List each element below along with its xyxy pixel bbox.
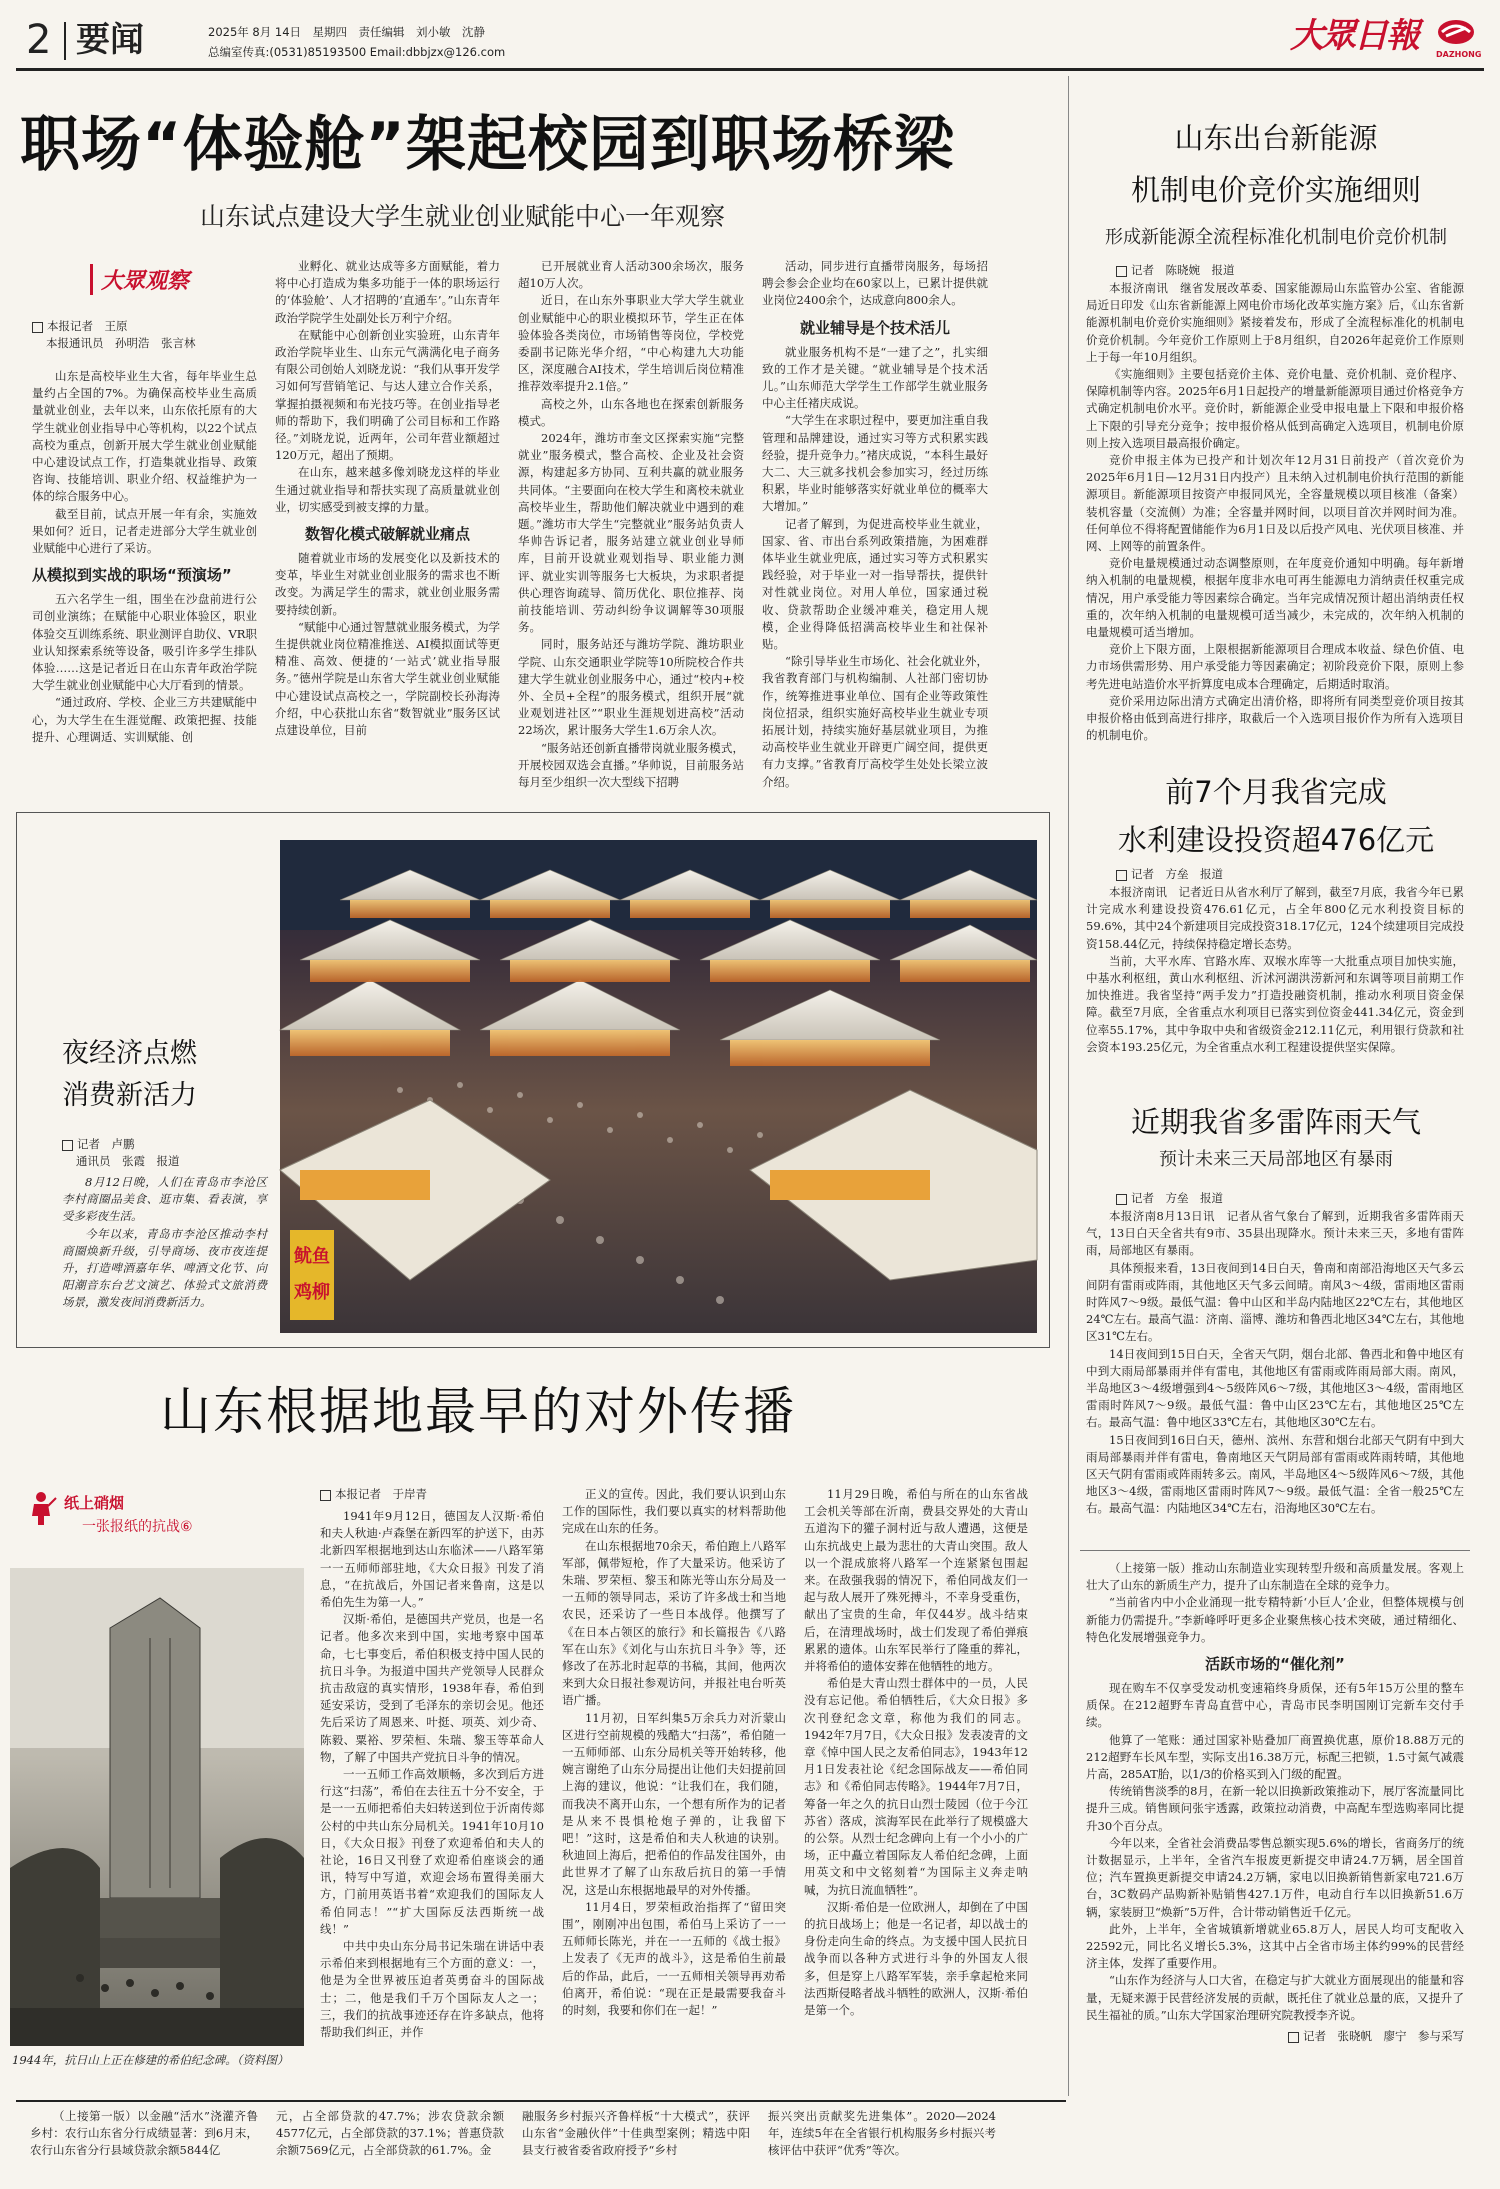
newenergy-byline xyxy=(1116,262,1235,278)
article1-column-4 xyxy=(762,258,988,788)
paragraph: 他算了一笔账：通过国家补贴叠加厂商置换优惠，原价18.88万元的212超野车长风车型，实际支出16.38万元，标配三把锁，1.5寸氮气减震片高，285AT胎，以1/3的价格买到入门级的配置。 xyxy=(1086,1732,1464,1782)
paragraph: 元，占全部贷款的47.7%；涉农贷款余额4577亿元，占全部贷款的37.1%；普惠贷款余额7569亿元，占全部贷款的61.7%。金 xyxy=(276,2109,504,2158)
paragraph: 汉斯·希伯是一位欧洲人，却倒在了中国的抗日战场上；他是一名记者，却以战士的身份走向生命的终点。为支援中国人民抗日战争而以各种方式进行斗争的外国友人很多，但是穿上八路军军装，亲手拿起枪来同法西斯侵略者战斗牺牲的欧洲人，汉斯·希伯是第一个。 xyxy=(804,1899,1028,2018)
article1-column-2 xyxy=(275,258,500,788)
paragraph: 中共中央山东分局书记朱瑞在讲话中表示希伯来到根据地有三个方面的意义：一，他是为全世界被压迫者英勇奋斗的国际战士；二，他是我们千万个国际友人之一；三，我们的抗战事迹还存在许多缺点，他将帮助我们纠正，并作 xyxy=(320,1939,544,2040)
paper-logo: 大眾日報 xyxy=(1290,16,1418,56)
paragraph: 今年以来，青岛市李沧区推动李村商圈焕新升级，引导商场、夜市夜连提升，打造啤酒嘉年华、啤酒文化节、向阳潮音东台艺文演艺、体验式文旅消费场景，激发夜间消费新活力。 xyxy=(62,1226,267,1310)
water-byline xyxy=(1116,866,1223,882)
newenergy-title-1: 山东出台新能源 xyxy=(1174,121,1378,155)
paragraph: 1941年9月12日，德国友人汉斯·希伯和夫人秋迪·卢森堡在新四军的护送下，由苏北新四军根据地到达山东临沭——八路军第一一五师师部驻地，《大众日报》刊发了消息，“在抗战后，外国记者来鲁南，这是以希伯先生为第一人。” xyxy=(320,1509,544,1610)
paragraph: 竞价电量规模通过动态调整原则，在年度竞价通知中明确。每年新增纳入机制的电量规模，根据年度非水电可再生能源电力消纳责任权重完成情况，用户承受能力等因素综合确定。当年完成情况预计超出消纳责任权重的，次年纳入机制的电量规模可适当减少，未完成的，次年纳入机制的电量规模可适当增加。 xyxy=(1086,556,1464,640)
paragraph: 竞价上下限方面，上限根据新能源项目合理成本收益、绿色价值、电力市场供需形势、用户承受能力等因素确定；初阶段竞价下限，原则上参考先进电站造价水平折算度电成本合理确定，后期适时取消。 xyxy=(1086,642,1464,691)
logo-sub: DAZHONG xyxy=(1436,50,1482,59)
byline-text: 记者 陈晓婉 报道 xyxy=(1131,263,1235,277)
byline-correspondents: 本报通讯员 孙明浩 张言林 xyxy=(46,336,196,350)
history-column-1 xyxy=(320,1508,544,2093)
paragraph: 在赋能中心创新创业实验班，山东青年政治学院毕业生、山东元气满满化电子商务有限公司创始人刘晓龙说：“我们从事开发学习如何写营销笔记、与达人建立合作关系，掌握拍摄视频和布光技巧等。在创业指导老师的帮助下，我们明确了公司目标和工作路径。”刘晓龙说，近两年，公司年营业额超过120万元，超出了预期。 xyxy=(275,327,500,463)
paragraph: 传统销售淡季的8月，在新一轮以旧换新政策推动下，展厅客流量同比提升三成。销售顾问张宇透露，政策拉动消费，中高配车型选购率同比提升30个百分点。 xyxy=(1086,1784,1464,1833)
paragraph: 振兴突出贡献奖先进集体”。2020—2024年，连续5年在全省银行机构服务乡村振兴考核评估中获评“优秀”等次。 xyxy=(768,2109,996,2158)
paragraph: 15日夜间到16日白天，德州、滨州、东营和烟台北部天气阴有中到大雨局部暴雨并伴有雷电，鲁南地区天气阴局部有雷雨或阵雨转晴，其他地区天气阴有雷雨或阵雨转多云。南风，半岛地区4～5级阵风6～7级，其他地区3～4级，雷雨地区雷雨时阵风7～9级。最低气温：全省一般25℃左右。最高气温：内陆地区34℃左右，沿海地区30℃左右。 xyxy=(1086,1432,1464,1516)
byline-box-icon xyxy=(62,1140,73,1151)
bottom-continuation-4 xyxy=(768,2108,996,2180)
reporters-note xyxy=(1086,2028,1464,2045)
bottom-continuation-1 xyxy=(30,2108,258,2180)
bottom-continuation-3 xyxy=(522,2108,750,2180)
byline-reporter: 本报记者 王原 xyxy=(47,319,128,333)
series-title: 纸上硝烟 xyxy=(64,1494,125,1512)
bottom-continuation-2 xyxy=(276,2108,504,2180)
night-market-photo xyxy=(280,840,1037,1333)
paragraph: “赋能中心通过智慧就业服务模式，为学生提供就业岗位精准推送、AI模拟面试等更精准、高效、便捷的‘一站式’就业指导服务。”德州学院是山东省大学生就业创业赋能中心建设试点高校之一，学院副校长孙海涛介绍，中心获批山东省“数智就业”服务区试点建设单位，目前 xyxy=(275,619,500,738)
paragraph: 《实施细则》主要包括竞价主体、竞价电量、竞价机制、竞价程序、保障机制等内容。2025年6月1日起投产的增量新能源项目通过价格竞争方式确定机制电价水平。竞价时，新能源企业受申报电量上下限和申报价格上下限的引导充分竞争；按申报价格从低到高确定入选项目，机制电价原则上按入选项目最高报价确定。 xyxy=(1086,367,1464,450)
article1-column-3 xyxy=(518,258,744,788)
paragraph: （上接第一版）推动山东制造业实现转型升级和高质量发展。客观上壮大了山东的新质生产力，提升了山东制造在全球的竞争力。 xyxy=(1086,1561,1464,1593)
newenergy-subtitle: 形成新能源全流程标准化机制电价竞价机制 xyxy=(1105,227,1447,248)
paragraph: 随着就业市场的发展变化以及新技术的变革，毕业生对就业创业服务的需求也不断改变。为满足学生的需求，就业创业服务需要持续创新。 xyxy=(275,551,500,617)
paragraph: “山东作为经济与人口大省，在稳定与扩大就业方面展现出的能量和容量，无疑来源于民营经济发展的贡献，既托住了就业总量的底，又提升了民生福祉的质。”山东大学国家治理研究院教授李齐说。 xyxy=(1086,1973,1464,2022)
section-name: 要闻 xyxy=(76,20,144,60)
subheading: 就业辅导是个技术活儿 xyxy=(799,318,950,337)
paragraph: 14日夜间到15日白天，全省天气阴，烟台北部、鲁西北和鲁中地区有中到大雨局部暴雨并伴有雷电，其他地区有雷雨或阵雨局部大雨。南风，半岛地区3～4级增强到4～5级阵风6～7级，其他地区3～4级，雷雨地区雷雨时阵风7～9级。最低气温：鲁中山区23℃左右，其他地区25℃左右。最高气温：鲁中地区33℃左右，其他地区30℃左右。 xyxy=(1086,1346,1464,1430)
paragraph: 今年以来，全省社会消费品零售总额实现5.6%的增长，省商务厅的统计数据显示，上半年，全省汽车报废更新提交申请24.7万辆，居全国首位；汽车置换更新提交申请24.2万辆，家电以旧换新销售新家电721.6万台，3C数码产品购新补贴销售427.1万件，电动自行车以旧换新51.6万辆，家装厨卫“焕新”5万件，合计带动销售近千亿元。 xyxy=(1086,1835,1464,1919)
paragraph: 一一五师工作高效顺畅，多次到后方进行这“扫荡”，希伯在去往五十分不安全，于是一一五师把希伯夫妇转送到位于沂南传郯公村的中共山东分局机关。1941年10月10日，《大众日报》刊登了欢迎希伯和夫人的社论，16日又刊登了欢迎希伯座谈会的通讯，特写中写道，欢迎会场布置得美丽大方，门前用英语书着“欢迎我们的国际友人希伯同志！”“扩大国际反法西斯统一战线！” xyxy=(320,1767,544,1936)
byline-box-icon xyxy=(1116,1194,1127,1205)
night-title-1: 夜经济点燃 xyxy=(62,1038,197,1069)
paragraph: 截至目前，试点开展一年有余，实施效果如何？近日，记者走进部分大学生就业创业赋能中心进行了采访。 xyxy=(32,506,257,556)
paragraph: 正义的宣传。因此，我们要认识到山东工作的国际性，我们要以真实的材料帮助他完成在山东的任务。 xyxy=(562,1487,786,1536)
paragraph: 山东是高校毕业生大省，每年毕业生总量约占全国的7%。为确保高校毕业生高质量就业创业，去年以来，山东依托原有的大学生就业创业指导中心等机构，以22个试点高校为重点，创新开展大学生就业创业赋能中心建设试点工作，打造集就业指导、政策咨询、技能培训、职业介绍、权益维护为一体的综合服务中心。 xyxy=(32,369,257,504)
paragraph: 在山东，越来越多像刘晓龙这样的毕业生通过就业指导和帮扶实现了高质量就业创业，切实感受到被支撑的力量。 xyxy=(275,465,500,514)
water-body xyxy=(1086,884,1464,1070)
paragraph: 本报济南讯 记者近日从省水利厅了解到，截至7月底，我省今年已累计完成水利建设投资476.61亿元，占全年800亿元水利投资目标的59.6%，其中24个新建项目完成投资318.17亿元，124个续建项目完成投资158.44亿元，持续保持稳定增长态势。 xyxy=(1086,885,1464,951)
paragraph: 已开展就业育人活动300余场次，服务超10万人次。 xyxy=(518,259,744,291)
paragraph: 汉斯·希伯，是德国共产党员，也是一名记者。他多次来到中国，实地考察中国革命，七七事变后，希伯积极支持中国人民的抗日斗争。为报道中国共产党领导人民群众抗击敌寇的真实情形，1938年春，希伯到延安采访，受到了毛泽东的亲切会见。他还先后采访了周恩来、叶挺、项英、刘少奇、陈毅、粟裕、罗荣桓、朱瑞、黎玉等革命人物，了解了中国共产党抗日斗争的情况。 xyxy=(320,1612,544,1764)
paragraph: 同时，服务站还与潍坊学院、潍坊职业学院、山东交通职业学院等10所院校合作共建大学生就业创业服务中心，通过“校内+校外、全员+全程”的服务模式，组织开展“就业观划进社区”“职业生涯规划进高校”活动22场次，累计服务大学生1.6万余人次。 xyxy=(518,637,744,738)
paragraph: 记者了解到，为促进高校毕业生就业，国家、省、市出台系列政策措施，为困难群体毕业生就业兜底，通过实习等方式积累实践经验，对于毕业一对一指导帮扶，提供针对性就业岗位。对用人单位，国家通过税收、贷款帮助企业缓冲难关，稳定用人规模，企业得降低招满高校毕业生和社保补贴。 xyxy=(762,516,988,652)
night-byline xyxy=(62,1136,180,1170)
storm-body xyxy=(1086,1208,1464,1538)
byline-reporter: 记者 卢鹏 xyxy=(77,1137,135,1151)
paragraph: 在山东根据地70余天，希伯跑上八路军军部，佩带短枪，作了大量采访。他采访了朱瑞、罗荣桓、黎玉和陈光等山东分局及一一五师的领导同志，采访了许多战士和当地农民，还采访了一些日本战俘。他撰写了《在日本占领区的旅行》和长篇报告《八路军在山东》《刘化与山东抗日斗争》等，还修改了在苏北时起草的书稿，其间，他两次来到大众日报社参观访问，并报社电台听英语广播。 xyxy=(562,1538,786,1708)
history-column-2 xyxy=(562,1486,786,2093)
column-badge: 大眾观察 xyxy=(90,264,189,295)
water-title-2: 水利建设投资超476亿元 xyxy=(1117,823,1435,857)
paragraph: “除引导毕业生市场化、社会化就业外，我省教育部门与机构编制、人社部门密切协作，统筹推进事业单位、国有企业等政策性岗位招录，组织实施好高校毕业生就业专项拓展计划，持续实施好基层就业项目，为推动高校毕业生就业开辟更广阔空间，提供更有力支撑。”省教育厅高校学生处处长梁立波介绍。 xyxy=(762,654,988,789)
paragraph: 现在购车不仅享受发动机变速箱终身质保，还有5年15万公里的整车质保。在212超野车青岛直营中心，青岛市民李明国刚订完新车交付手续。 xyxy=(1086,1681,1464,1730)
paragraph: 近日，在山东外事职业大学大学生就业创业赋能中心的职业模拟环节，学生正在体验体验各类岗位，市场销售等岗位，学校党委副书记陈光华介绍，“中心构建九大功能区，深度融合AI技术，学生培训后岗位精准推荐效率提升2.1倍。” xyxy=(518,293,744,394)
subheading: 从模拟到实战的职场“预演场” xyxy=(32,566,232,585)
subheadline: 山东试点建设大学生就业创业赋能中心一年观察 xyxy=(200,202,726,231)
paragraph: 竞价采用边际出清方式确定出清价格，即将所有同类型竞价项目按其申报价格由低到高进行排序，取截后一个入选项目报价作为所有入选项目的机制电价。 xyxy=(1086,693,1464,743)
paragraph: 此外，上半年，全省城镇新增就业65.8万人，居民人均可支配收入22592元，同比名义增长5.3%，这其中占全省市场主体约99%的民营经济主体，发挥了重要作用。 xyxy=(1086,1921,1464,1971)
contact-line: 总编室传真:(0531)85193500 Email:dbbjzx@126.com xyxy=(208,45,506,59)
storm-subtitle: 预计未来三天局部地区有暴雨 xyxy=(1159,1149,1393,1170)
paragraph: 当前，大平水库、官路水库、双堠水库等一大批重点项目加快实施，中基水利枢纽，黄山水利枢纽、沂沭河湖洪涝新河和东调等项目前期工作加快推进。我省坚持“两手发力”打造投融资机制，推动水利项目资金保障。截至7月底，全省重点水利项目已落实到位资金441.34亿元，资金到位率55.17%，其中争取中央和省级资金212.11亿元，利用银行贷款和社会资本193.25亿元，为全省重点水利工程建设提供坚实保障。 xyxy=(1086,953,1464,1054)
series-badge xyxy=(26,1488,216,1548)
paragraph: 就业服务机构不是“一建了之”，扎实细致的工作才是关键。“就业辅导是个技术活儿。”山东师范大学学生工作部学生就业服务中心主任褚庆成说。 xyxy=(762,344,988,411)
water-title-1: 前7个月我省完成 xyxy=(1165,775,1387,809)
masthead-divider xyxy=(64,22,66,60)
storm-title: 近期我省多雷阵雨天气 xyxy=(1130,1105,1421,1139)
paragraph: 11月初，日军纠集5万余兵力对沂蒙山区进行空前规模的残酷大“扫荡”，希伯随一一五师师部、山东分局机关等开始转移，他婉言谢绝了山东分局提出让他们夫妇提前回上海的建议，他说：“让我们在，我们随，而我决不离开山东，一个想有所作为的记者是从来不畏惧枪炮子弹的，让我留下吧！”这时，这是希伯和夫人秋迪的诀别。秋迪回上海后，把希伯的作品发往国外，由此世界才了解了山东敌后抗日的第一手情况，这是山东根据地最早的对外传播。 xyxy=(562,1710,786,1897)
byline-box-icon xyxy=(320,1490,331,1501)
paragraph: 融服务乡村振兴齐鲁样板“十大模式”，获评山东省“金融伙伴”十佳典型案例；精选中阳县支行被省委省政府授予“乡村 xyxy=(522,2109,750,2158)
paragraph: 11月4日，罗荣桓政治指挥了“留田突围”，刚刚冲出包围，希伯马上采访了一一五师师长陈光，并在一一五师的《战士报》上发表了《无声的战斗》，这是希伯生前最后的作品，此后，一一五师相关领导再劝希伯离开，希伯说：“现在正是最需要我奋斗的时刻，我要和你们在一起！” xyxy=(562,1899,786,2018)
subheading: 活跃市场的“催化剂” xyxy=(1205,1655,1345,1674)
sign-text-1: 鱿鱼 xyxy=(294,1246,330,1267)
paragraph: “服务站还创新直播带岗就业服务模式，开展校园双选会直播。”华帅说，目前服务站每月至少组织一次大型线下招聘 xyxy=(518,740,744,790)
paragraph: 本报济南8月13日讯 记者从省气象台了解到，近期我省多雷阵雨天气，13日白天全省共有9市、35县出现降水。预计未来三天，多地有雷阵雨，局部地区有暴雨。 xyxy=(1086,1209,1464,1258)
sign-text-2: 鸡柳 xyxy=(294,1282,330,1303)
paragraph: 希伯是大青山烈士群体中的一员，人民没有忘记他。希伯牺牲后，《大众日报》多次刊登纪念文章，称他为我们的同志。1942年7月7日，《大众日报》发表凌青的文章《悼中国人民之友希伯同志》，1943年12月1日发表社论《纪念国际战友——希伯同志》和《希伯同志传略》。1944年7月7日，筹备一年之久的抗日山烈士陵园（位于今江苏省）落成，滨海军民在此举行了规模盛大的公祭。从烈士纪念碑向上有一个小小的广场，正中矗立着国际友人希伯纪念碑，上面用英文和中文铭刻着“为国际主义奔走呐喊，为抗日流血牺牲”。 xyxy=(804,1676,1028,1897)
night-title-2: 消费新活力 xyxy=(62,1080,197,1111)
byline-correspondent: 通讯员 张霞 报道 xyxy=(76,1154,180,1168)
paragraph: “当前省内中小企业涌现一批专精特新‘小巨人’企业，但整体规模与创新能力仍需提升。”李新峰呼吁更多企业聚焦核心技术突破，通过精细化、特色化发展增强竞争力。 xyxy=(1086,1595,1464,1644)
byline-text: 本报记者 于岸青 xyxy=(335,1487,427,1501)
memorial-photo-caption: 1944年，抗日山上正在修建的希伯纪念碑。（资料图） xyxy=(12,2053,289,2067)
memorial-photo xyxy=(10,1568,304,2046)
paragraph: （上接第一版）以金融“活水”浇灌齐鲁乡村：农行山东省分行成绩显著：到6月末，农行山东省分行县域贷款余额5844亿 xyxy=(30,2109,258,2158)
paragraph: “通过政府、学校、企业三方共建赋能中心，为大学生在生涯觉醒、政策把握、技能提升、心理调适、实训赋能、创 xyxy=(32,695,257,744)
headline: 职场“体验舱”架起校园到职场桥梁 xyxy=(20,110,955,180)
night-caption xyxy=(62,1174,267,1334)
newenergy-body xyxy=(1086,280,1464,743)
byline-text: 记者 方垒 报道 xyxy=(1131,867,1223,881)
paragraph: 具体预报来看，13日夜间到14日白天，鲁南和南部沿海地区天气多云间阴有雷雨或阵雨，其他地区天气多云间晴。南风3～4级，雷雨地区雷雨时阵风7～9级。最低气温：鲁中山区和半岛内陆地区22℃左右，其他地区24℃左右。最高气温：济南、淄博、潍坊和鲁西北地区34℃左右，其他地区31℃左右。 xyxy=(1086,1260,1464,1344)
paragraph: 竞价申报主体为已投产和计划次年12月31日前投产（首次竞价为2025年6月1日—12月31日内投产）且未纳入过机制电价执行范围的新能源项目。新能源项目按资产申报同风光，全容量规模以项目核准（备案）装机容量（交流侧）为准；全容量并网时间，以项目首次并网时间为准。任何单位不得将配置储能作为6月1日及以后投产风电、光伏项目核准、并网、上网等的前置条件。 xyxy=(1086,453,1464,554)
history-byline xyxy=(320,1486,427,1502)
paragraph: 活动，同步进行直播带岗服务，每场招聘会参会企业均在60家以上，已累计提供就业岗位2400余个，达成意向800余人。 xyxy=(762,259,988,308)
byline-text: 记者 方垒 报道 xyxy=(1131,1191,1223,1205)
continuation-consumption xyxy=(1086,1560,1464,2135)
byline-box-icon xyxy=(1288,2032,1299,2043)
paragraph: 五六名学生一组，围坐在沙盘前进行公司创业演练；在赋能中心职业体验区，职业体验交互训练系统、职业测评自助仪、VR职业认知探索系统等设备，吸引许多学生排队体验……这是记者近日在山东青年政治学院大学生就业创业赋能中心大厅看到的情景。 xyxy=(32,592,257,693)
storm-byline xyxy=(1116,1190,1223,1206)
byline-box-icon xyxy=(1116,266,1127,277)
reporters-text: 记者 张晓帆 廖宁 参与采写 xyxy=(1303,2029,1464,2044)
byline-box-icon xyxy=(32,322,43,333)
subheading: 数智化模式破解就业痛点 xyxy=(304,525,470,544)
byline-box-icon xyxy=(1116,870,1127,881)
history-column-3 xyxy=(804,1486,1028,2093)
paragraph: 8月12日晚，人们在青岛市李沧区李村商圈品美食、逛市集、看表演，享受多彩夜生活。 xyxy=(62,1175,267,1224)
paragraph: “大学生在求职过程中，要更加注重自我管理和品牌建设，通过实习等方式积累实践经验，提升竞争力。”褚庆成说，“本科生最好大二、大三就多找机会参加实习，经过历练积累，毕业时能够落实好就业单位的概率大大增加。” xyxy=(762,413,988,514)
paragraph: 本报济南讯 继省发展改革委、国家能源局山东监管办公室、省能源局近日印发《山东省新能源上网电价市场化改革实施方案》后，《山东省新能源机制电价竞价实施细则》紧接着发布，形成了全流程标准化的机制电价竞价机制。今年竞价工作原则上于8月组织，自2026年起竞价工作原则上于每一年10月组织。 xyxy=(1086,281,1464,364)
byline-block xyxy=(32,318,257,352)
soldier-icon xyxy=(26,1490,56,1526)
logo-emblem-icon xyxy=(1436,18,1476,50)
paragraph: 高校之外，山东各地也在探索创新服务模式。 xyxy=(518,396,744,428)
article1-column-1 xyxy=(32,368,257,788)
paragraph: 11月29日晚，希伯与所在的山东省战工会机关等部在沂南，费县交界处的大青山五道沟下的獾子洞村近与敌人遭遇，这便是山东抗战史上最为悲壮的大青山突围。敌人以一个混成旅将八路军一个连紧紧包围起来。在敌强我弱的情况下，希伯同战友们一起与敌人展开了殊死搏斗，不幸身受重伤，献出了宝贵的生命，年仅44岁。战斗结束后，在清理战场时，战士们发现了希伯弹痕累累的遗体。山东军民举行了隆重的葬礼，并将希伯的遗体安葬在他牺牲的地方。 xyxy=(804,1487,1028,1674)
history-headline: 山东根据地最早的对外传播 xyxy=(160,1383,797,1442)
series-subtitle: 一张报纸的抗战⑥ xyxy=(82,1519,193,1535)
paragraph: 2024年，潍坊市奎文区探索实施“完整就业”服务模式，整合高校、企业及社会资源，构建起多方协同、互利共赢的就业服务共同体。“主要面向在校大学生和离校未就业高校毕业生，帮助他们解决就业中遇到的难题。”潍坊市大学生“完整就业”服务站负责人华帅告诉记者，服务站建立就业创业导师库，目前开设就业观划指导、职业能力测评、就业实训等服务七大板块，为求职者提供心理咨询疏导、简历优化、职位推荐、岗前技能培训、劳动纠纷争议调解等30项服务。 xyxy=(518,431,744,635)
date-line: 2025年 8月 14日 星期四 责任编辑 刘小敏 沈静 xyxy=(208,25,486,39)
paragraph: 业孵化、就业达成等多方面赋能，着力将中心打造成为集多功能于一体的职场运行的‘体验舱’、人才招聘的‘直通车’。”山东青年政治学院学生处副处长万利宁介绍。 xyxy=(275,259,500,325)
newenergy-title-2: 机制电价竞价实施细则 xyxy=(1130,173,1421,207)
page-number: 2 xyxy=(26,17,52,63)
